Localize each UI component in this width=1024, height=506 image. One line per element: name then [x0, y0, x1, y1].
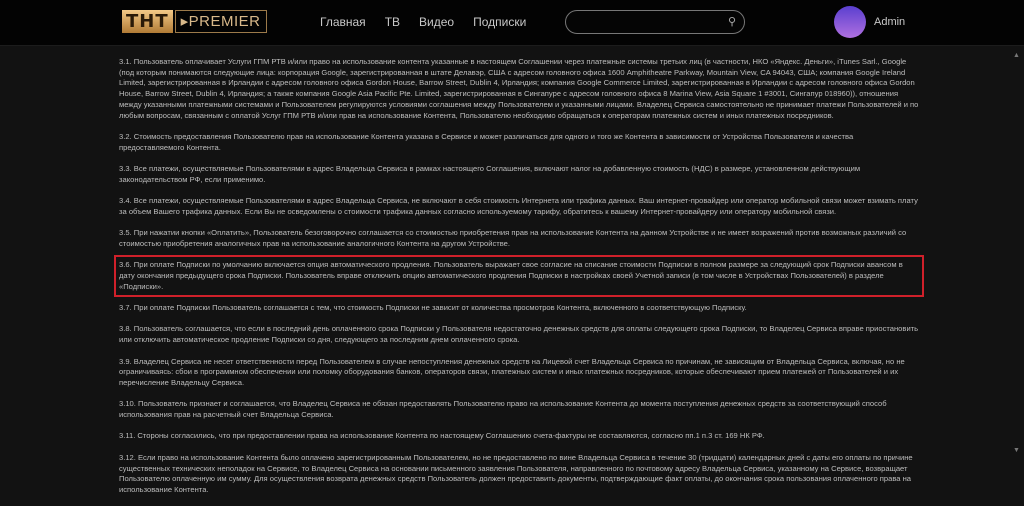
paragraph-3-12: 3.12. Если право на использование Контента было оплачено зарегистрированным Пользователем, но не предоставлено по вине Владельца Сервиса в течение 30 (тридцати) календарных дней с даты его оплаты по причине существенных технических неполадок на Сервисе, то Владелец Сервиса на основании письменного заявления Пользователя, направленного по почтовому адресу Владельца Сервиса, указанному на Сервисе, возвращает Пользователю оплаченную им сумму. Для осуществления возврата денежных средств Пользователь должен предоставить документы, подтверждающие факт оплаты, до окончания срока пользования оплаченного права на использование Контента.: [119, 452, 913, 494]
logo-premier: ▸PREMIER: [175, 10, 267, 33]
paragraph-3-3: 3.3. Все платежи, осуществляемые Пользователями в адрес Владельца Сервиса в рамках настоящего Соглашения, включают налог на добавленную стоимость (НДС) в размере, установленном действующим законодательством РФ, если применимо.: [119, 164, 861, 184]
paragraph-3-7: 3.7. При оплате Подписки Пользователь соглашается с тем, что стоимость Подписки не зависит от количества просмотров Контента, включенного в соответствующую Подписку.: [119, 303, 747, 313]
scrollbar[interactable]: [1013, 50, 1021, 454]
search-input[interactable]: [565, 10, 745, 34]
nav-home[interactable]: Главная: [320, 15, 366, 29]
scroll-down-arrow-icon[interactable]: ▼: [1013, 447, 1020, 454]
search-icon[interactable]: ⚲: [727, 16, 736, 28]
nav-video[interactable]: Видео: [419, 15, 455, 29]
nav-tv[interactable]: ТВ: [384, 15, 401, 29]
paragraph-3-1: 3.1. Пользователь оплачивает Услуги ГПМ РТВ и/или право на использование контента указанные в настоящем Соглашении через платежные системы третьих лиц (в частности, НКО «Яндекс. Деньги», iTunes Sarl., Google (под которым понимаются следующие лица: корпорация Google, зарегистрированная в штате Делавэр, США с адресом головного офиса 1600 Amphitheatre Parkway, Mountain View, CA 94043, США; компания Google Ireland Limited, зарегистрированная в Ирландии с адресом головного офиса Gordon House, Barrow Street, Dublin 4, Ирландия; компания Google Commerce Limited, зарегистрированная в Ирландии с адресом головного офиса Gordon House, Barrow Street, Dublin 4, Ирландия; а также компания Google Asia Pacific Pte. Limited, зарегистрированная в Сингапуре с адресом головного офиса 8 Marina View, Asia Square 1 #3001, Сингапур 018960)), отношения между указанными платежными системами и Пользователем регулируются условиями соглашения между Пользователем и указанными лицами. Владелец Сервиса самостоятельно не принимает платежи Пользователей и по любым вопросам, связанным с оплатой Услуг ГПМ РТВ и/или прав на использование Контента, Пользователю необходимо обращаться к операторам платежных систем и иных платежных посредников.: [119, 57, 919, 120]
terms-content: [119, 57, 919, 506]
paragraph-3-10: 3.10. Пользователь признает и соглашается, что Владелец Сервиса не обязан предоставлять Пользователю право на использование Контента до момента поступления денежных средств за соответствующий способ использования прав на расчетный счет Владельца Сервиса.: [119, 399, 887, 420]
paragraph-3-6-highlighted: 3.6. При оплате Подписки по умолчанию включается опция автоматического продления. Пользователь выражает свое согласие на списание стоимости Подписки в полном размере за следующий срок Подписки авансом в дату окончания предыдущего срока Подписки. Пользователь вправе отключить опцию автоматического продления Подписки в настройках своей Учетной записи (в том числе в Устройствах Пользователей) в разделе «Подписки».: [119, 260, 919, 292]
avatar[interactable]: [834, 6, 866, 38]
logo-tnt: ТНТ: [122, 10, 173, 33]
main-nav: [320, 15, 526, 29]
user-name[interactable]: Admin: [874, 16, 906, 28]
paragraph-3-5: 3.5. При нажатии кнопки «Оплатить», Пользователь безоговорочно соглашается со стоимостью приобретения прав на использование Контента на данном Устройстве и не имеет возражений против возможных различий со стоимостью приобретения аналогичных прав на использование аналогичного Контента на другом Устройстве.: [119, 228, 907, 248]
scroll-up-arrow-icon[interactable]: ▲: [1013, 52, 1020, 59]
paragraph-3-2: 3.2. Стоимость предоставления Пользователю прав на использование Контента указана в Сервисе и может различаться для одного и того же Контента в зависимости от Устройства Пользователя и качества предоставляемого Контента.: [119, 131, 854, 152]
paragraph-3-4: 3.4. Все платежи, осуществляемые Пользователями в адрес Владельца Сервиса, не включают в себя стоимость Интернета или трафика данных. Ваш интернет-провайдер или оператор мобильной связи может взимать плату за объем Вашего трафика данных. Если Вы не осведомлены о стоимости трафика данных согласно используемому тарифу, обратитесь к вашему Интернет-провайдеру или оператору мобильной связи.: [119, 196, 918, 216]
header: [0, 0, 1024, 46]
logo[interactable]: [122, 10, 267, 33]
paragraph-3-11: 3.11. Стороны согласились, что при предоставлении права на использование Контента по настоящему Соглашению счета-фактуры не составляются, согласно пп.1 п.3 ст. 169 НК РФ.: [119, 431, 765, 441]
paragraph-3-8: 3.8. Пользователь соглашается, что если в последний день оплаченного срока Подписки у Пользователя недостаточно денежных средств для оплаты следующего срока Подписки, то Владелец Сервиса вправе приостановить или отключить автоматическое продление Подписки со дня, следующего за последним днем оплаченного срока.: [119, 324, 919, 345]
paragraph-3-9: 3.9. Владелец Сервиса не несет ответственности перед Пользователем в случае непоступления денежных средств на Лицевой счет Владельца Сервиса по причинам, не зависящим от Владельца Сервиса, включая, но не ограничиваясь: сбои в программном обеспечении или поломку оборудования банков, операторов связи, платежных систем и иных платежных посредников, которые обеспечивают прием платежей от Пользователей и их перечисление Владельцу Сервиса.: [119, 356, 905, 387]
nav-subscriptions[interactable]: Подписки: [473, 15, 527, 29]
